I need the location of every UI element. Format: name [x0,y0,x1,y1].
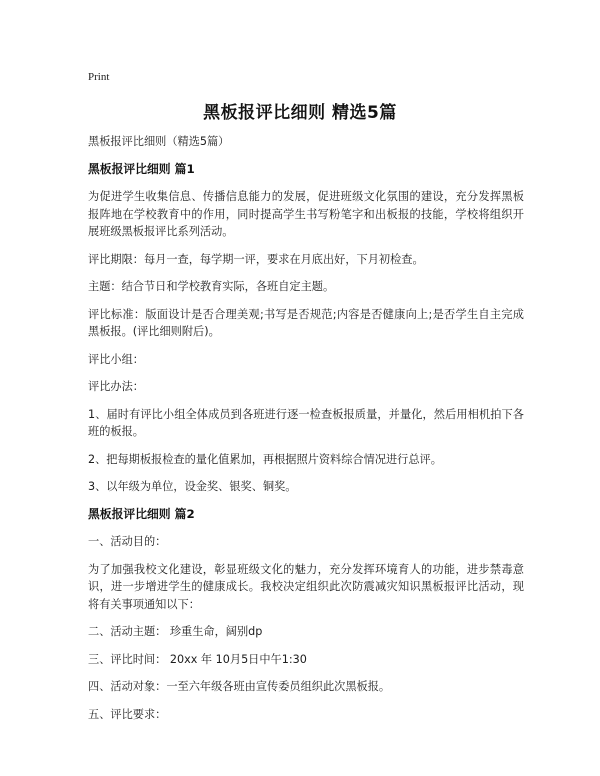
paragraph: 2、把每期板报检查的量化值累加，再根据照片资料综合情况进行总评。 [88,452,442,466]
paragraph: 一、活动目的： [88,535,167,548]
paragraph: 评比标准：版面设计是否合理美观;书写是否规范;内容是否健康向上;是否学生自主完成黑板报。(评比细则附后)。 [88,307,524,338]
paragraph: 为促进学生收集信息、传播信息能力的发展，促进班级文化氛围的建设，充分发挥黑板报阵地在学校教育中的作用，同时提高学生书写粉笔字和出板报的技能，学校将组织开展班级黑板报评比系列活动。 [88,190,524,238]
paragraph: 三、评比时间： 20xx 年 10月5日中午1:30 [88,652,307,666]
paragraph: 主题：结合节日和学校教育实际，各班自定主题。 [88,280,335,293]
paragraph: 3、以年级为单位，设金奖、银奖、铜奖。 [88,480,297,493]
paragraph: 五、评比要求： [88,707,167,721]
paragraph: 评比办法： [88,380,144,393]
paragraph: 评比期限：每月一查，每学期一评，要求在月底出好，下月初检查。 [88,252,424,266]
paragraph: 1、届时有评比小组全体成员到各班进行逐一检查板报质量，并量化，然后用相机拍下各班的板报。 [88,407,524,438]
document-body [88,133,524,733]
paragraph: 四、活动对象：一至六年级各班由宣传委员组织此次黑板报。 [88,680,391,693]
paragraph: 评比小组： [88,352,144,366]
section-heading-1: 黑板报评比细则 篇1 [88,161,195,176]
page-title: 黑板报评比细则 精选5篇 [203,103,397,123]
section-heading-2: 黑板报评比细则 篇2 [88,506,195,521]
print-label: Print [88,71,110,83]
paragraph: 二、活动主题： 珍重生命，阔别dp [88,625,263,638]
paragraph: 为了加强我校文化建设，彰显班级文化的魅力，充分发挥环境育人的功能，进步禁毒意识，进一步增进学生的健康成长。我校决定组织此次防震减灾知识黑板报评比活动，现将有关事项通知以下： [88,562,524,611]
document-subtitle: 黑板报评比细则（精选5篇） [88,135,230,148]
